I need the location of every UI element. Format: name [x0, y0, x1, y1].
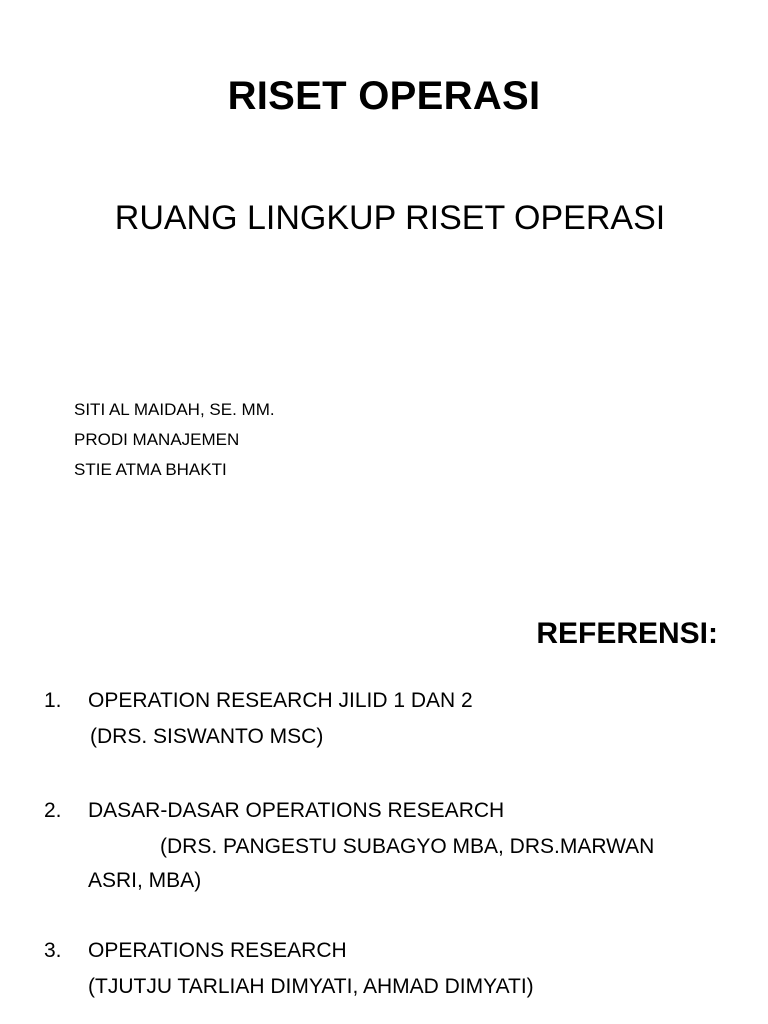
author-program: PRODI MANAJEMEN [74, 430, 240, 449]
reference-title: DASAR-DASAR OPERATIONS RESEARCH [88, 799, 505, 822]
slide-title: RISET OPERASI [227, 74, 541, 118]
reference-number: 1. [44, 689, 62, 712]
references-heading: REFERENSI: [536, 617, 718, 650]
reference-authors: (TJUTJU TARLIAH DIMYATI, AHMAD DIMYATI) [88, 975, 534, 998]
reference-title: OPERATION RESEARCH JILID 1 DAN 2 [88, 689, 473, 712]
references-slide [0, 512, 768, 1024]
reference-authors: (DRS. PANGESTU SUBAGYO MBA, DRS.MARWAN ASRI, MBA) [88, 835, 655, 892]
reference-title: OPERATIONS RESEARCH [88, 939, 347, 962]
reference-number: 3. [44, 939, 62, 962]
author-info [74, 395, 275, 485]
reference-number: 2. [44, 799, 62, 822]
slide-subtitle: RUANG LINGKUP RISET OPERASI [114, 199, 666, 237]
author-institution: STIE ATMA BHAKTI [74, 460, 227, 479]
author-name: SITI AL MAIDAH, SE. MM. [74, 400, 275, 419]
reference-authors: (DRS. SISWANTO MSC) [90, 725, 324, 748]
